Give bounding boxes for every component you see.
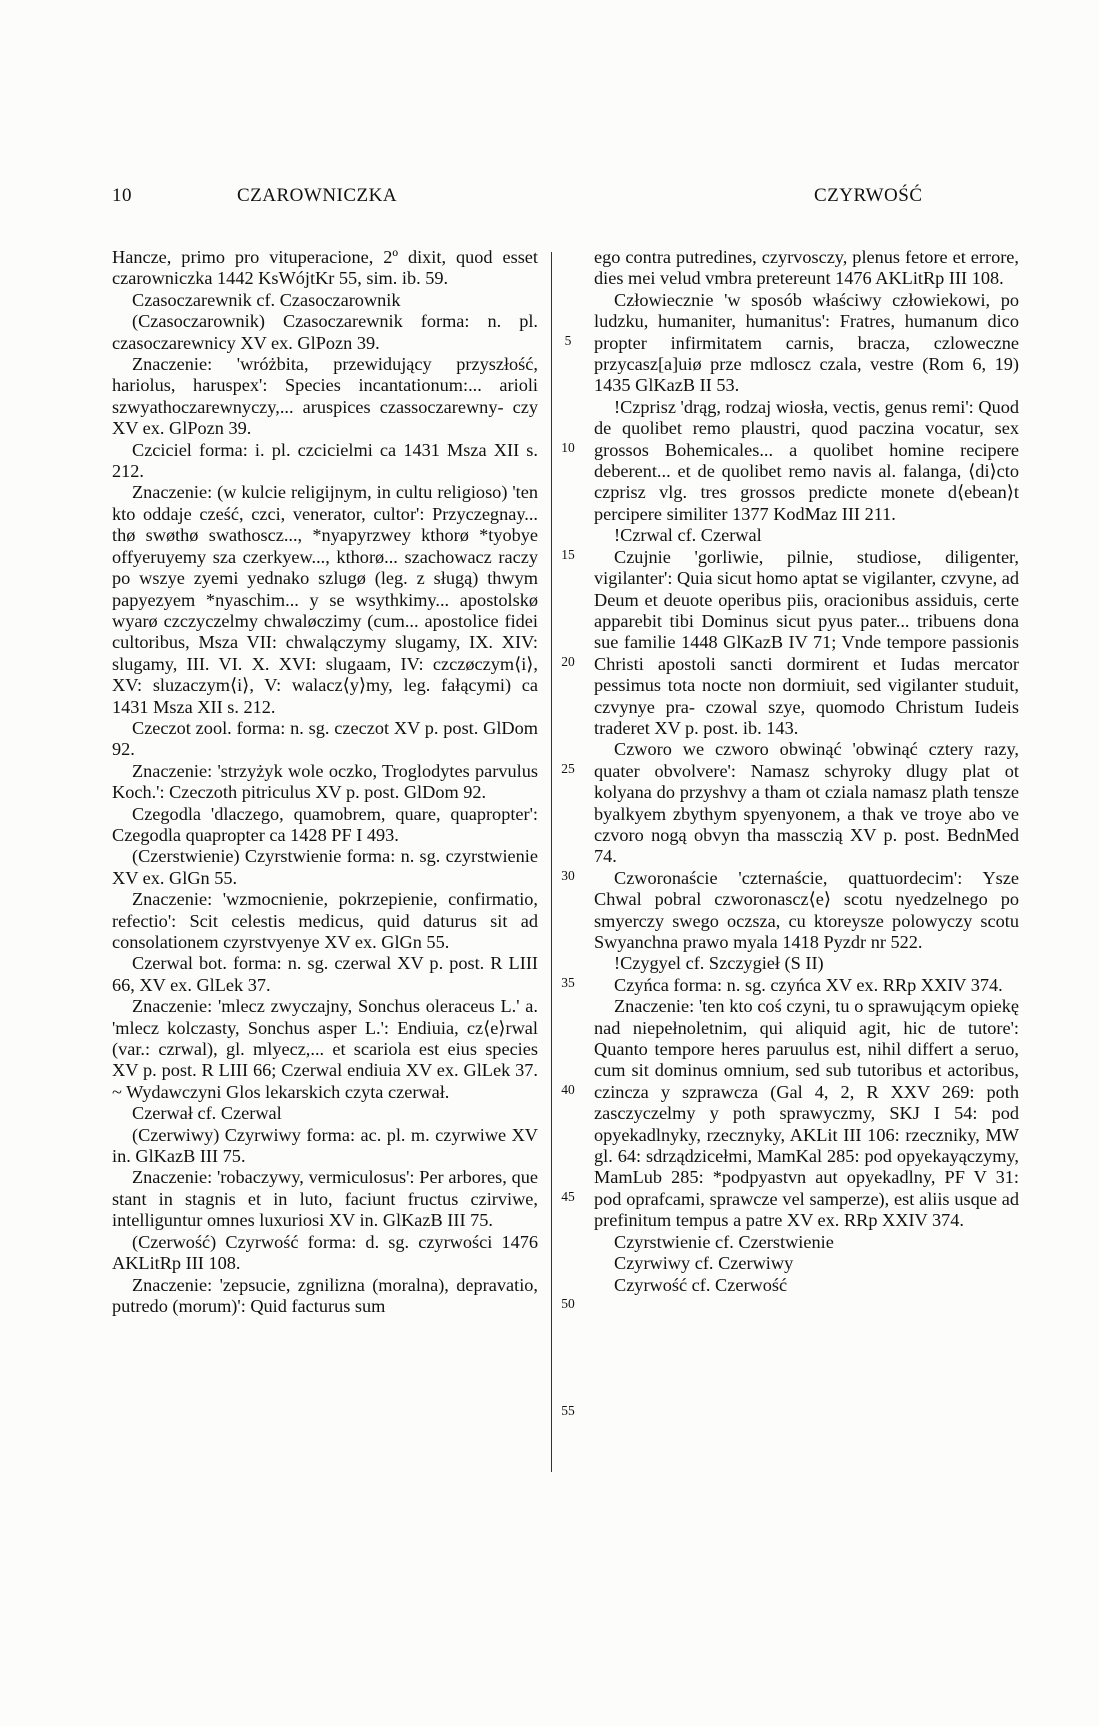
entry-text: Znaczenie: 'strzyżyk wole oczko, Troglodytes parvulus Koch.': Czeczoth pitriculus XV p. post. GlDom 92. xyxy=(112,760,538,803)
entry-text: Czyńca forma: n. sg. czyńca XV ex. RRp XXIV 374. xyxy=(614,974,1003,995)
entry-text: Czyrstwienie cf. Czerstwienie xyxy=(614,1231,834,1252)
entry-text: Czworo we czworo obwinąć 'obwinąć cztery razy, quater obvolvere': Namasz schyroky dlugy plat ot kolyana do przyshvy a tham ot cziala namasz plath tensze byalkyem zbythym spyenyonem, a thak ve troye abo ve czvoro nogą obvyn tha massczią XV p. post. BednMed 74. xyxy=(594,739,1019,867)
entry-text: Znaczenie: 'wzmocnienie, pokrzepienie, confirmatio, refectio': Scit celestis medicus, quid daturus sit ad consolationem czyrstvyenye XV ex. GlGn 55. xyxy=(112,889,538,952)
entry-text: (Czerwiwy) Czyrwiwy forma: ac. pl. m. czyrwiwe XV in. GlKazB III 75. xyxy=(112,1124,538,1167)
entry-text: Czyrwiwy cf. Czerwiwy xyxy=(614,1253,794,1274)
line-number: 15 xyxy=(561,547,575,562)
entry-text: !Czrwal cf. Czerwal xyxy=(614,525,762,546)
page-number: 10 xyxy=(112,185,132,206)
line-number: 25 xyxy=(561,761,575,776)
line-number: 35 xyxy=(561,975,575,990)
entry-text: Czeczot zool. forma: n. sg. czeczot XV p. post. GlDom 92. xyxy=(112,717,538,760)
entry-text: (Czasoczarownik) Czasoczarewnik forma: n. pl. czasoczarewnicy XV ex. GlPozn 39. xyxy=(112,311,538,353)
entry-text: ego contra putredines, czyrvosczy, plenus fetore et errore, dies mei velud vmbra pretereunt 1476 AKLitRp III 108. xyxy=(594,247,1019,289)
entry-text: Znaczenie: 'wróżbita, przewidujący przyszłość, hariolus, haruspex': Species incantationum:... arioli szwyathoczarewnyczy,... aruspices czassoczarewny- czy XV ex. GlPozn 39. xyxy=(112,354,538,439)
line-number: 40 xyxy=(561,1082,575,1097)
entry-text: Czujnie 'gorliwie, pilnie, studiose, diligenter, vigilanter': Quia sicut homo aptat se vigilanter, czvyne, ad Deum et deuote operibus piis, oracionibus assiduis, certe apparebit tibi Dominus sicut pyus pater... tribuens dona sue familie 1448 GlKazB IV 71; Vnde tempore passionis Christi apostoli sancti dormirent et Iudas mercator pessimus tota nocte non dormiuit, sed vigilanter studuit, czvynye pra- czowal szye, quomodo Christum Iudeis traderet XV p. post. ib. 143. xyxy=(594,546,1019,738)
entry-text: Hancze, primo pro vituperacione, 2º dixit, quod esset czarowniczka 1442 KsWójtKr 55, sim. ib. 59. xyxy=(112,247,538,289)
line-number: 10 xyxy=(561,440,575,455)
entry-text: Człowiecznie 'w sposób właściwy człowiekowi, po ludzku, humaniter, humanitus': Fratres, humanum dico propter infirmitatem carnis, bracza, czloweczne przycasz[a]uiø prze mdloscz czala, vestre (Rom 6, 19) 1435 GlKazB II 53. xyxy=(594,289,1019,396)
entry-text: Znaczenie: 'zepsucie, zgnilizna (moralna), depravatio, putredo (morum)': Quid facturus sum xyxy=(112,1274,538,1316)
entry-text: (Czerstwienie) Czyrstwienie forma: n. sg. czyrstwienie XV ex. GlGn 55. xyxy=(112,846,538,888)
line-number: 50 xyxy=(561,1296,575,1311)
running-head-left: CZAROWNICZKA xyxy=(237,185,398,206)
line-number: 55 xyxy=(561,1403,575,1418)
entry-text: !Czprisz 'drąg, rodzaj wiosła, vectis, genus remi': Quod de quolibet remo plaustri, quod paczina vocatur, sex grossos Bohemicales... a quolibet homine recipere deberent... et de quolibet remo navis al. falanga, ⟨di⟩cto czprisz vlg. tres grossos predicte monete d⟨ebean⟩t percipere similiter 1377 KodMaz III 211. xyxy=(594,396,1019,524)
entry-text: Czyrwość cf. Czerwość xyxy=(614,1274,788,1295)
entry-text: Czasoczarewnik cf. Czasoczarownik xyxy=(132,289,401,310)
entry-text: (Czerwość) Czyrwość forma: d. sg. czyrwości 1476 AKLitRp III 108. xyxy=(112,1231,538,1274)
entry-text: Czerwal bot. forma: n. sg. czerwal XV p. post. R LIII 66, XV ex. GlLek 37. xyxy=(112,953,538,995)
entry-text: Czegodla 'dlaczego, quamobrem, quare, quapropter': Czegodla quapropter ca 1428 PF I 493. xyxy=(112,803,538,845)
entry-text: Czerwał cf. Czerwal xyxy=(132,1103,282,1124)
entry-text: Znaczenie: (w kulcie religijnym, in cultu religioso) 'ten kto oddaje cześć, czci, venerator, cultor': Przyczegnay... thø swøthø swathoscz..., *nyapyrzwey kthorø *tyobye offyeruyemy sza czerkyew..., kthorø... szachowacz raczy po wszye zyemi yednako szlugø (leg. z sługą) thwym papyezyem *nyaschim... y se wsythkimy... apostolskø wyarø czczyczelmy chwaløczimy (cum... apostolice fidei cultoribus, Msza VII: chwalączymy slugamy, IX. XIV: slugamy, III. VI. X. XVI: slugaam, IV: czczøczym⟨i⟩, XV: sluzaczym⟨i⟩, V: walacz⟨y⟩my, leg. fałącymi) ca 1431 Msza XII s. 212. xyxy=(112,482,538,717)
entry-text: !Czygyel cf. Szczygieł (S II) xyxy=(614,953,824,974)
entry-text: Znaczenie: 'ten kto coś czyni, tu o sprawującym opiekę nad niepełnoletnim, qui aliquid agit, hic de tutore': Quanto tempore heres paruulus est, nihil differt a seruo, cum sit dominus omnium, sed sub tutoribus et actoribus, czincza y szprawcza (Gal 4, 2, R XXV 269: poth zasczyczelmy y poth sprawyczmy, SKJ I 54: pod opyekadlnyky, rzecznyky, AKLit III 106: rzeczniky, MW gl. 64: sdrządzicełmi, MamKal 285: pod opyekayączymy, MamLub 285: *podpyastvn aut opyekadlny, PF V 31: pod oprafcami, sprawcze vel samperze), est aliis usque ad prefinitum tempus a patre XV ex. RRp XXIV 374. xyxy=(594,996,1019,1231)
entry-text: Znaczenie: 'robaczywy, vermiculosus': Per arbores, que stant in stagnis et in luto, faciunt fructus czirviwe, intelliguntur omnes luxuriosi XV in. GlKazB III 75. xyxy=(112,1167,538,1231)
line-number: 5 xyxy=(564,333,572,348)
column-divider xyxy=(551,252,552,1472)
running-head-right: CZYRWOŚĆ xyxy=(814,185,923,206)
left-column xyxy=(112,247,538,1317)
entry-text: Znaczenie: 'mlecz zwyczajny, Sonchus oleraceus L.' a. 'mlecz kolczasty, Sonchus asper L.': Endiuia, cz⟨e⟩rwal (var.: czrwal), gl. mlyecz,... et scariola est eius species XV p. post. R LIII 66; Czerwal endiuia XV ex. GlLek 37. ~ Wydawczyni Glos lekarskich czyta czerwał. xyxy=(112,996,538,1102)
entry-text: Czciciel forma: i. pl. czcicielmi ca 1431 Msza XII s. 212. xyxy=(112,439,538,482)
right-column xyxy=(594,247,1019,1296)
line-number: 20 xyxy=(561,654,575,669)
entry-text: Czworonaście 'czternaście, quattuordecim': Ysze Chwal pobral czworonascz⟨e⟩ scotu nyedzelnego po smyerczy swego oczsza, cu ktoreysze polowyczy scotu Swyanchna prawo myala 1418 Pyzdr nr 522. xyxy=(594,867,1019,952)
line-number: 45 xyxy=(561,1189,575,1204)
line-number: 30 xyxy=(561,868,575,883)
